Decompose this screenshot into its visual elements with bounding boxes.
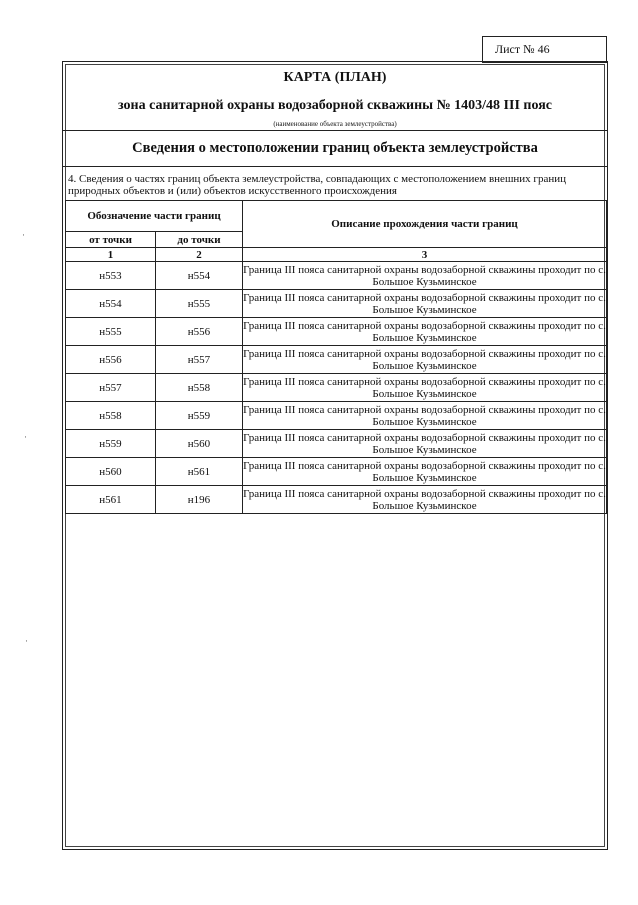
header-description-cell: Описание прохождения части границ — [243, 201, 607, 248]
column-number: 2 — [156, 248, 243, 262]
boundary-description: Граница III пояса санитарной охраны водозаборной скважины проходит по с. Большое Кузьминское — [243, 319, 606, 344]
subtitle-caption: (наименование объекта землеустройства) — [273, 120, 397, 128]
document-title: КАРТА (ПЛАН) — [283, 70, 387, 85]
table-row — [66, 318, 607, 346]
boundary-table — [65, 200, 607, 514]
scan-speck: · — [24, 432, 27, 442]
section-description: 4. Сведения о частях границ объекта землеустройства, совпадающих с местоположением внешних границ природных объектов и (или) объектов искусственного происхождения — [68, 173, 566, 197]
boundary-description: Граница III пояса санитарной охраны водозаборной скважины проходит по с. Большое Кузьминское — [243, 487, 606, 512]
table-row — [66, 346, 607, 374]
table-row — [66, 262, 607, 290]
scan-speck: · — [25, 636, 28, 646]
header-from-cell: от точки — [66, 232, 156, 248]
to-point: н554 — [156, 262, 243, 290]
section-title: Сведения о местоположении границ объекта землеустройства — [132, 140, 538, 156]
scan-speck: · — [22, 230, 25, 240]
table-row — [66, 290, 607, 318]
to-point: н196 — [156, 486, 243, 514]
table-row — [66, 430, 607, 458]
from-point: н561 — [66, 486, 156, 514]
table-row — [66, 374, 607, 402]
boundary-description: Граница III пояса санитарной охраны водозаборной скважины проходит по с. Большое Кузьминское — [243, 375, 606, 400]
to-point: н561 — [156, 458, 243, 486]
from-point: н553 — [66, 262, 156, 290]
to-point: н560 — [156, 430, 243, 458]
boundary-description: Граница III пояса санитарной охраны водозаборной скважины проходит по с. Большое Кузьминское — [243, 431, 606, 456]
boundary-description: Граница III пояса санитарной охраны водозаборной скважины проходит по с. Большое Кузьминское — [243, 347, 606, 372]
from-point: н559 — [66, 430, 156, 458]
from-point: н558 — [66, 402, 156, 430]
from-point: н554 — [66, 290, 156, 318]
table-row — [66, 458, 607, 486]
document-subtitle: зона санитарной охраны водозаборной скважины № 1403/48 III пояс — [118, 98, 552, 113]
header-group-cell: Обозначение части границ — [66, 201, 243, 232]
to-point: н556 — [156, 318, 243, 346]
to-point: н558 — [156, 374, 243, 402]
column-number: 1 — [66, 248, 156, 262]
sheet-number: Лист № 46 — [482, 36, 607, 63]
boundary-description: Граница III пояса санитарной охраны водозаборной скважины проходит по с. Большое Кузьминское — [243, 291, 606, 316]
from-point: н556 — [66, 346, 156, 374]
to-point: н559 — [156, 402, 243, 430]
divider — [63, 166, 607, 167]
boundary-description: Граница III пояса санитарной охраны водозаборной скважины проходит по с. Большое Кузьминское — [243, 403, 606, 428]
divider — [63, 130, 607, 131]
boundary-description: Граница III пояса санитарной охраны водозаборной скважины проходит по с. Большое Кузьминское — [243, 459, 606, 484]
from-point: н560 — [66, 458, 156, 486]
table-row — [66, 402, 607, 430]
table-row — [66, 486, 607, 514]
to-point: н555 — [156, 290, 243, 318]
from-point: н557 — [66, 374, 156, 402]
column-number: 3 — [243, 248, 607, 262]
to-point: н557 — [156, 346, 243, 374]
header-to-cell: до точки — [156, 232, 243, 248]
boundary-description: Граница III пояса санитарной охраны водозаборной скважины проходит по с. Большое Кузьминское — [243, 263, 606, 288]
from-point: н555 — [66, 318, 156, 346]
